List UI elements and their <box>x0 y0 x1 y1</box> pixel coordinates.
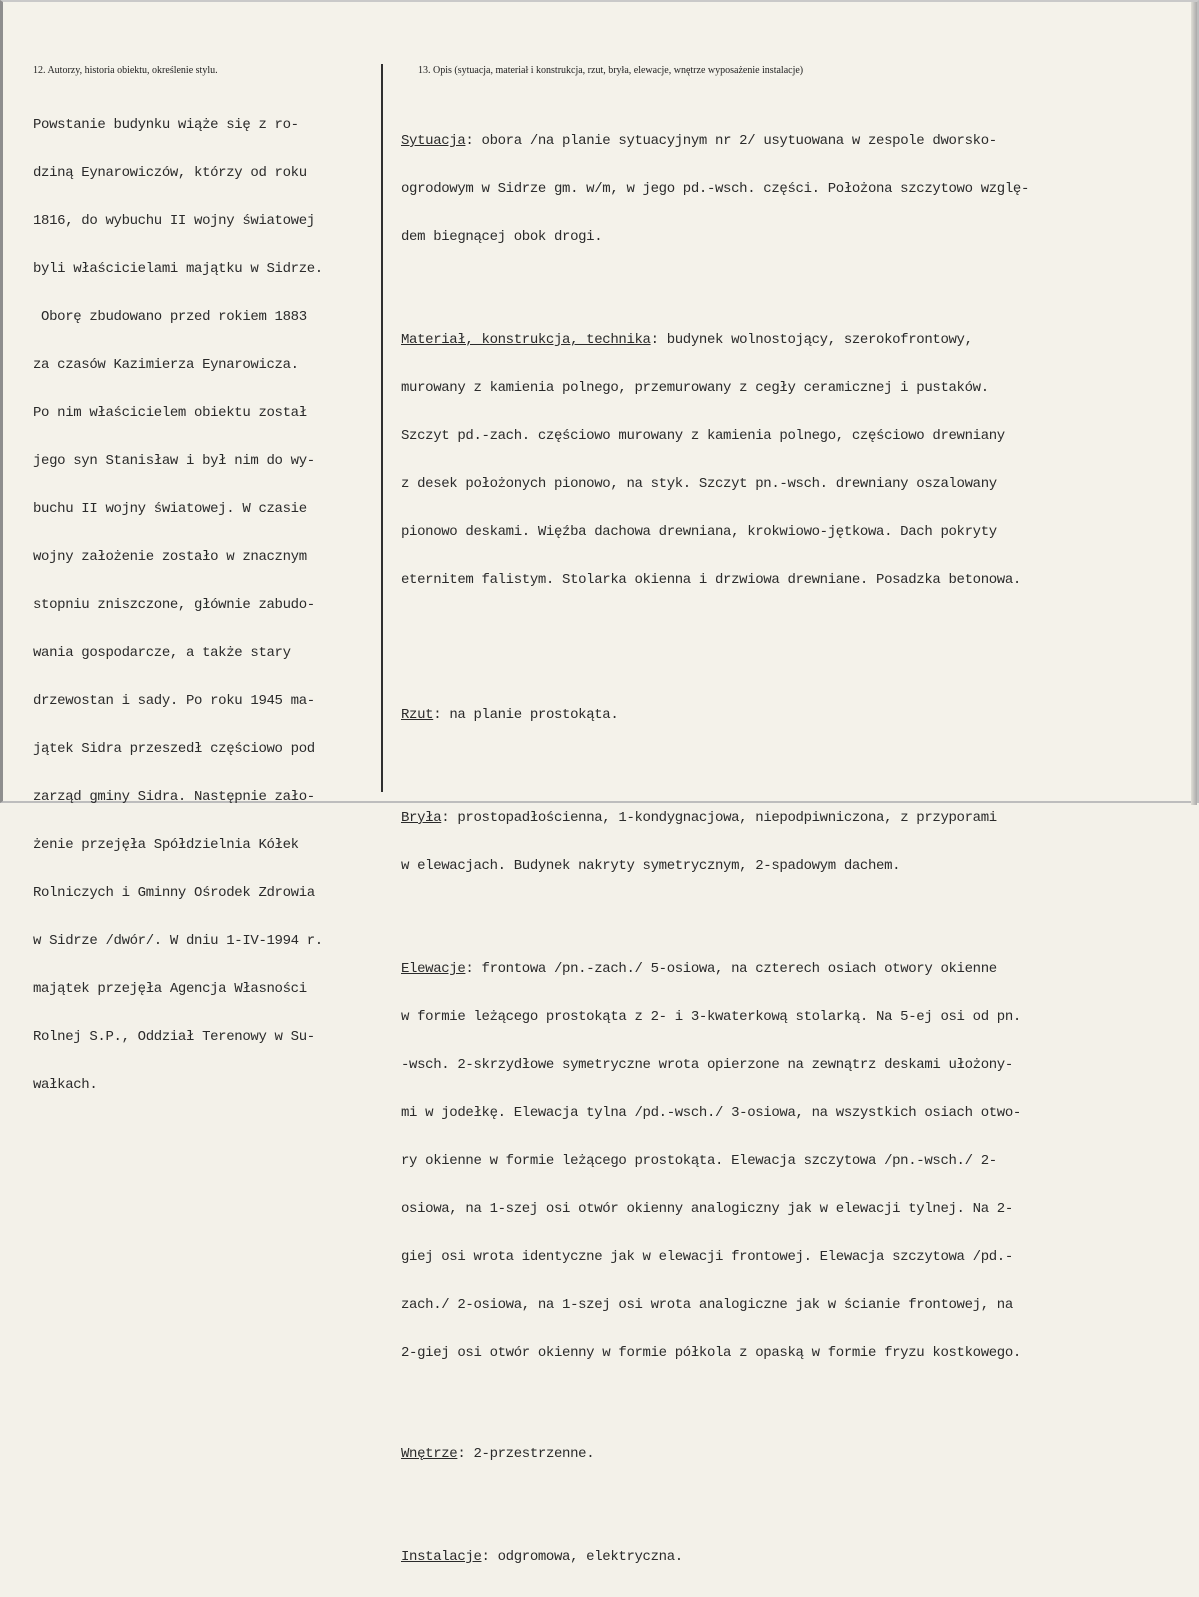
elevations-line: 2-giej osi otwór okienny w formie półkola z opaską w formie fryzu kostkowego. <box>401 1345 1021 1361</box>
section-12-history <box>3 2 381 1093</box>
history-line: wania gospodarcze, a także stary <box>33 645 291 661</box>
history-line: jego syn Stanisław i był nim do wy- <box>33 453 315 469</box>
massing-line <box>401 810 1029 826</box>
history-line: Oborę zbudowano przed rokiem 1883 <box>33 309 307 325</box>
installations-text: : odgromowa, elektryczna. <box>481 1549 683 1565</box>
material-line: Szczyt pd.-zach. częściowo murowany z kamienia polnego, częściowo drewniany <box>401 428 1005 444</box>
section-13-header: 13. Opis (sytuacja, materiał i konstrukcja, rzut, bryła, elewacje, wnętrze wyposażenie instalacje) <box>418 65 804 76</box>
card-edge-shadow <box>1191 2 1197 805</box>
history-line: buchu II wojny światowej. W czasie <box>33 501 307 517</box>
history-line: 1816, do wybuchu II wojny światowej <box>33 213 315 229</box>
situation-label: Sytuacja <box>401 133 466 149</box>
material-line: z desek położonych pionowo, na styk. Szczyt pn.-wsch. drewniany oszalowany <box>401 476 997 492</box>
elevations-line: mi w jodełkę. Elewacja tylna /pd.-wsch./ 3-osiowa, na wszystkich osiach otwo- <box>401 1105 1021 1121</box>
installations-line <box>401 1549 1029 1565</box>
elevations-line: -wsch. 2-skrzydłowe symetryczne wrota opierzone na zewnątrz deskami ułożony- <box>401 1057 1013 1073</box>
column-divider <box>381 64 383 792</box>
elevations-line <box>401 961 1029 977</box>
history-line: w Sidrze /dwór/. W dniu 1-IV-1994 r. <box>33 933 323 949</box>
description-text <box>401 85 1029 1597</box>
massing-text: : prostopadłościenna, 1-kondygnacjowa, niepodpiwniczona, z przyporami <box>441 810 997 826</box>
history-line: wałkach. <box>33 1077 98 1093</box>
situation-line <box>401 133 1029 149</box>
history-line: wojny założenie zostało w znacznym <box>33 549 307 565</box>
material-label: Materiał, konstrukcja, technika <box>401 332 651 348</box>
history-line: żenie przejęła Spółdzielnia Kółek <box>33 837 299 853</box>
interior-text: : 2-przestrzenne. <box>457 1446 595 1462</box>
history-text <box>33 85 323 1125</box>
material-line: eternitem falistym. Stolarka okienna i drzwiowa drewniane. Posadzka betonowa. <box>401 572 1021 588</box>
history-line: jątek Sidra przeszedł częściowo pod <box>33 741 315 757</box>
history-line: Rolniczych i Gminny Ośrodek Zdrowia <box>33 885 315 901</box>
plan-text: : na planie prostokąta. <box>433 707 619 723</box>
history-line: byli właścicielami majątku w Sidrze. <box>33 261 323 277</box>
section-12-header: 12. Autorzy, historia obiektu, określenie stylu. <box>33 65 218 76</box>
elevations-text: : frontowa /pn.-zach./ 5-osiowa, na czterech osiach otwory okienne <box>465 961 997 977</box>
section-13-description <box>385 2 1197 1565</box>
elevations-line: ry okienne w formie leżącego prostokąta. Elewacja szczytowa /pn.-wsch./ 2- <box>401 1153 997 1169</box>
material-line: pionowo deskami. Więźba dachowa drewniana, krokwiowo-jętkowa. Dach pokryty <box>401 524 997 540</box>
installations-label: Instalacje <box>401 1549 482 1565</box>
history-line: drzewostan i sady. Po roku 1945 ma- <box>33 693 315 709</box>
history-line: za czasów Kazimierza Eynarowicza. <box>33 357 299 373</box>
material-text: : budynek wolnostojący, szerokofrontowy, <box>650 332 973 348</box>
plan-label: Rzut <box>401 707 434 723</box>
history-line: stopniu zniszczone, głównie zabudo- <box>33 597 315 613</box>
elevations-line: w formie leżącego prostokąta z 2- i 3-kwaterkową stolarką. Na 5-ej osi od pn. <box>401 1009 1021 1025</box>
material-line: murowany z kamienia polnego, przemurowany z cegły ceramicznej i pustaków. <box>401 380 989 396</box>
history-line: zarząd gminy Sidra. Następnie zało- <box>33 789 315 805</box>
history-line: dziną Eynarowiczów, którzy od roku <box>33 165 307 181</box>
history-line: Po nim właścicielem obiektu został <box>33 405 307 421</box>
interior-label: Wnętrze <box>401 1446 458 1462</box>
situation-text: : obora /na planie sytuacyjnym nr 2/ usytuowana w zespole dworsko- <box>465 133 997 149</box>
history-line: Rolnej S.P., Oddział Terenowy w Su- <box>33 1029 315 1045</box>
elevations-line: giej osi wrota identyczne jak w elewacji frontowej. Elewacja szczytowa /pd.- <box>401 1249 1013 1265</box>
situation-line: ogrodowym w Sidrze gm. w/m, w jego pd.-wsch. części. Położona szczytowo wzglę- <box>401 181 1030 197</box>
plan-line <box>401 707 1029 723</box>
elevations-line: osiowa, na 1-szej osi otwór okienny analogiczny jak w elewacji tylnej. Na 2- <box>401 1201 1013 1217</box>
history-line: majątek przejęła Agencja Własności <box>33 981 307 997</box>
material-line <box>401 332 1029 348</box>
elevations-label: Elewacje <box>401 961 466 977</box>
interior-line <box>401 1446 1029 1462</box>
history-line: Powstanie budynku wiąże się z ro- <box>33 117 299 133</box>
massing-line: w elewacjach. Budynek nakryty symetrycznym, 2-spadowym dachem. <box>401 858 901 874</box>
situation-line: dem biegnącej obok drogi. <box>401 229 603 245</box>
elevations-line: zach./ 2-osiowa, na 1-szej osi wrota analogiczne jak w ścianie frontowej, na <box>401 1297 1013 1313</box>
massing-label: Bryła <box>401 810 442 826</box>
